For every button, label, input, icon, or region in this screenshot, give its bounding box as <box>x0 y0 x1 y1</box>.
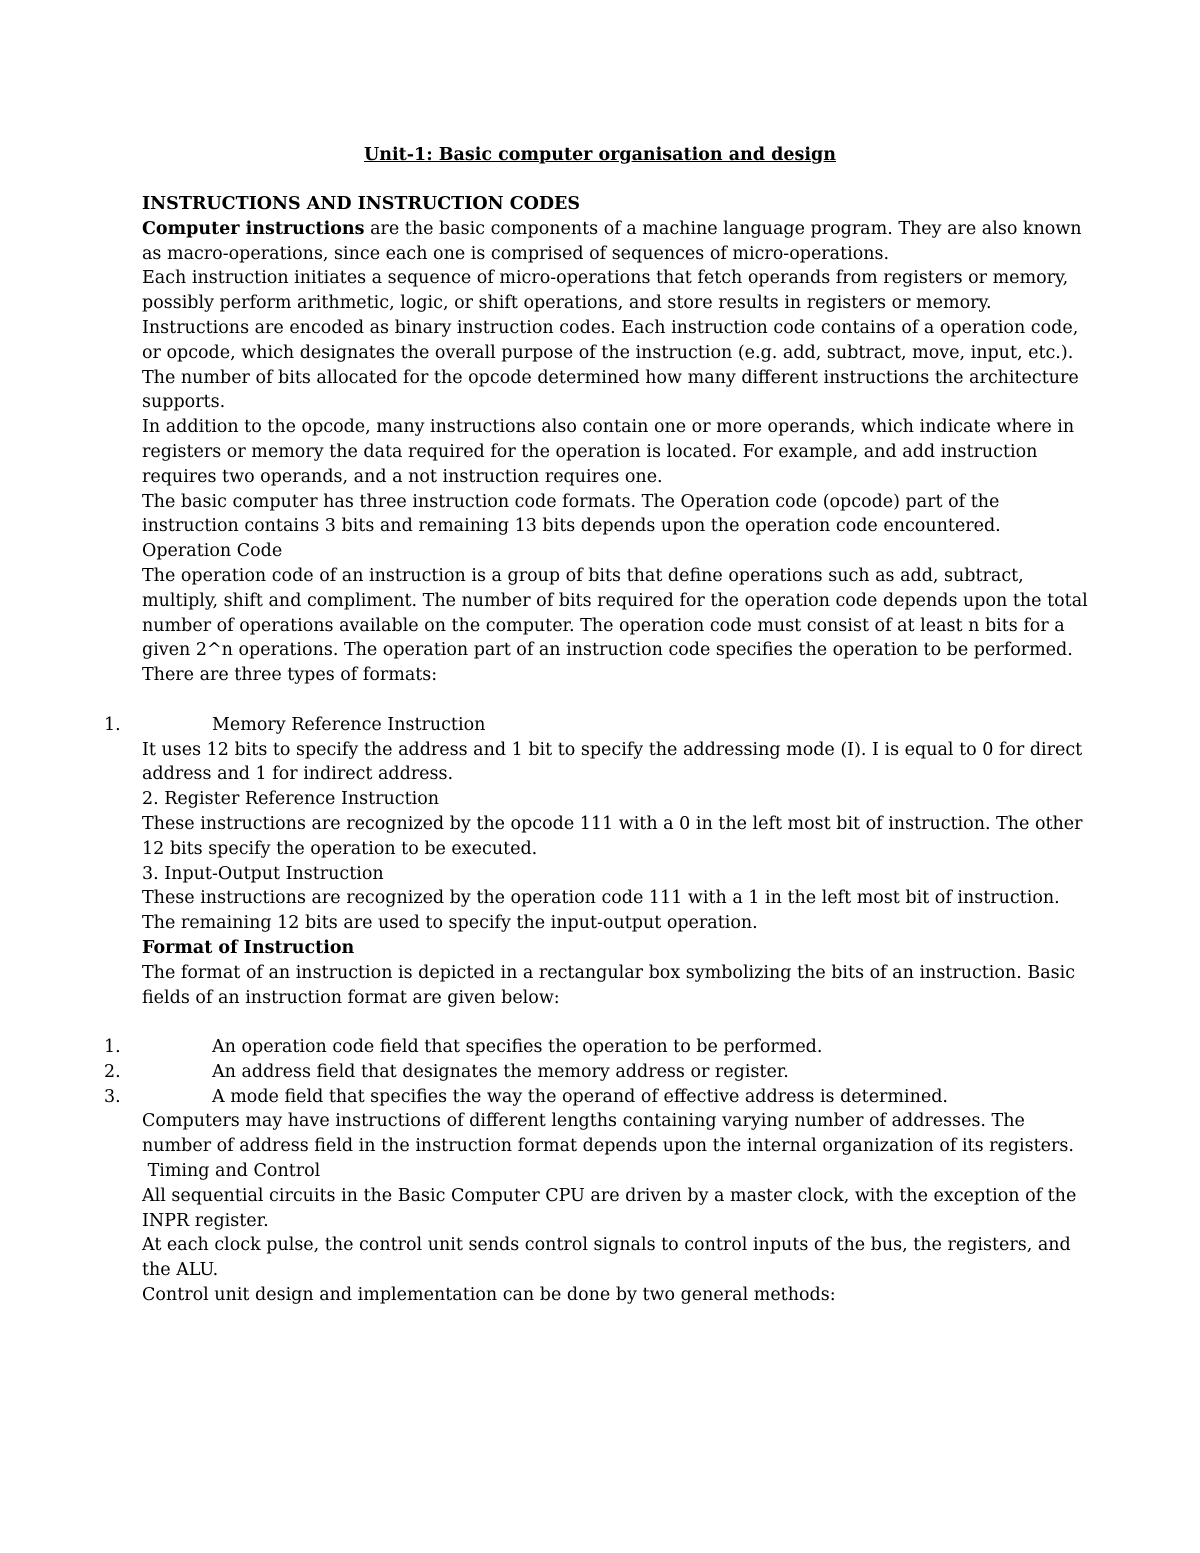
text-line: number of address field in the instruction format depends upon the internal organization of its registers. <box>142 1136 1074 1157</box>
text-line: The operation code of an instruction is a group of bits that define operations such as add, subtract, <box>142 565 1024 586</box>
text-line: The basic computer has three instruction code formats. The Operation code (opcode) part of the <box>142 491 1000 512</box>
blank-line <box>142 688 1072 713</box>
text-line: fields of an instruction format are given below: <box>142 987 560 1008</box>
text-line: 12 bits specify the operation to be executed. <box>142 838 538 859</box>
text-line: The format of an instruction is depicted in a rectangular box symbolizing the bits of an instruction. Basic <box>142 962 1076 983</box>
list-item-text: Memory Reference Instruction <box>212 714 486 735</box>
text-line: These instructions are recognized by the opcode 111 with a 0 in the left most bit of instruction. The other <box>142 813 1083 834</box>
list-item <box>104 713 1072 738</box>
text-line: Instructions are encoded as binary instruction codes. Each instruction code contains of a operation code, <box>142 317 1079 338</box>
text-line: Computers may have instructions of different lengths containing varying number of addresses. The <box>142 1111 1025 1132</box>
list-item-text: A mode field that specifies the way the operand of effective address is determined. <box>212 1086 948 1107</box>
text-line: address and 1 for indirect address. <box>142 764 454 785</box>
list-item-text: An address field that designates the memory address or register. <box>212 1061 789 1082</box>
document-body <box>104 192 1088 1308</box>
text-line: given 2^n operations. The operation part of an instruction code specifies the operation to be performed. <box>142 640 1073 661</box>
list-item-number: 3. <box>104 1086 121 1107</box>
list-item-text: An operation code field that specifies the operation to be performed. <box>212 1037 823 1058</box>
section-heading: INSTRUCTIONS AND INSTRUCTION CODES <box>142 194 581 214</box>
blank-line <box>142 1010 1072 1035</box>
text-line: the ALU. <box>142 1260 219 1281</box>
format-heading: Format of Instruction <box>142 937 355 958</box>
text-line: In addition to the opcode, many instructions also contain one or more operands, which indicate where in <box>142 417 1075 438</box>
intro-bold-term: Computer instructions <box>142 218 365 239</box>
subheading-input-output: 3. Input-Output Instruction <box>142 863 384 884</box>
text-line: registers or memory the data required for the operation is located. For example, and add instruction <box>142 441 1038 462</box>
page-title: Unit-1: Basic computer organisation and design <box>364 145 836 165</box>
text-line: These instructions are recognized by the operation code 111 with a 1 in the left most bit of instruction. <box>142 888 1060 909</box>
text-line: The number of bits allocated for the opcode determined how many different instructions the architecture <box>142 367 1079 388</box>
list-item-number: 1. <box>104 1037 121 1058</box>
text-line: Control unit design and implementation can be done by two general methods: <box>142 1285 836 1306</box>
text-line: Each instruction initiates a sequence of micro-operations that fetch operands from registers or memory, <box>142 268 1069 289</box>
text-line: INPR register. <box>142 1210 269 1231</box>
text-line: instruction contains 3 bits and remaining 13 bits depends upon the operation code encountered. <box>142 516 1001 537</box>
text-line: At each clock pulse, the control unit sends control signals to control inputs of the bus, the registers, and <box>142 1235 1071 1256</box>
list-item <box>104 1060 1072 1085</box>
subheading-register-reference: 2. Register Reference Instruction <box>142 789 440 810</box>
text-line: supports. <box>142 392 226 413</box>
text-line: possibly perform arithmetic, logic, or shift operations, and store results in registers or memory. <box>142 293 992 314</box>
intro-text: are the basic components of a machine language program. They are also known <box>364 218 1082 239</box>
text-line: number of operations available on the computer. The operation code must consist of at least n bits for a <box>142 615 1065 636</box>
list-item-number: 2. <box>104 1061 121 1082</box>
text-line: as macro-operations, since each one is comprised of sequences of micro-operations. <box>142 243 890 264</box>
intro-paragraph-line <box>142 217 1082 242</box>
text-line: multiply, shift and compliment. The number of bits required for the operation code depends upon the total <box>142 590 1088 611</box>
subheading-timing-control: Timing and Control <box>142 1161 321 1182</box>
list-item <box>104 1085 1072 1110</box>
subheading-operation-code: Operation Code <box>142 541 283 562</box>
text-line: All sequential circuits in the Basic Computer CPU are driven by a master clock, with the exception of the <box>142 1185 1077 1206</box>
text-line: The remaining 12 bits are used to specify the input-output operation. <box>142 913 758 934</box>
list-item-number: 1. <box>104 714 121 735</box>
text-line: requires two operands, and a not instruction requires one. <box>142 466 663 487</box>
list-item <box>104 1035 1072 1060</box>
text-line: It uses 12 bits to specify the address and 1 bit to specify the addressing mode (I). I is equal to 0 for direct <box>142 739 1083 760</box>
text-line: or opcode, which designates the overall purpose of the instruction (e.g. add, subtract, move, input, etc.). <box>142 342 1074 363</box>
text-line: There are three types of formats: <box>142 665 438 686</box>
